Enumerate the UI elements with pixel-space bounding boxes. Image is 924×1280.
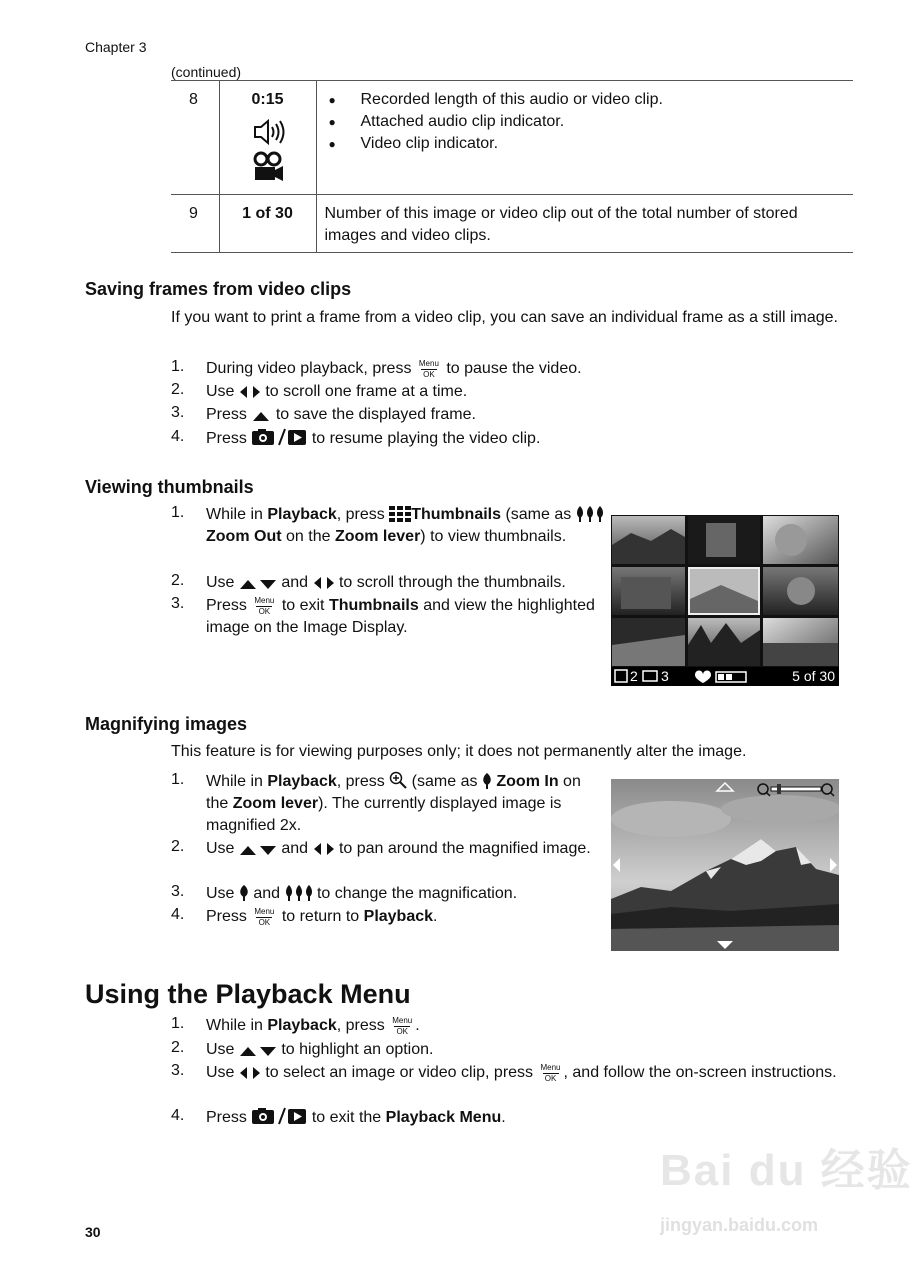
zoom-in-tree-icon [482,773,492,789]
menu-ok-icon: Menu OK [254,907,275,927]
thumbnail-screen-image [611,515,839,686]
audio-clip-icon [251,117,285,147]
zoom-out-trees-icon [285,885,313,901]
list-item: 4. Press to resume playing the video clip. [171,428,541,447]
table-row [171,81,853,195]
thumbnail-grid-photo [611,515,839,686]
zoom-in-magnifier-icon [389,771,407,789]
up-down-arrows-icon [239,844,277,856]
list-item: 3. Use to select an image or video clip, press Menu OK , and follow the on-screen instructions. [171,1062,837,1083]
image-count: 1 of 30 [219,195,316,253]
zoom-in-tree-icon [239,885,249,901]
print-count: 2 [630,668,638,684]
list-item: 1. While in Playback, press (same as Zoom In on the Zoom lever). The currently displayed image is magnified 2x. [171,771,581,834]
section-heading-thumbnails: Viewing thumbnails [85,477,254,497]
left-right-arrows-icon [313,842,335,856]
magnified-image [611,779,839,951]
up-arrow-icon [251,410,271,422]
menu-ok-icon: Menu OK [392,1016,413,1036]
section-heading-saving: Saving frames from video clips [85,279,352,299]
page-number: 30 [85,1224,101,1240]
row-number: 8 [171,81,219,195]
list-item: ● Video clip indicator. [325,133,854,155]
row-description: Number of this image or video clip out of the total number of stored images and video clips. [316,195,853,253]
magnify-intro: This feature is for viewing purposes only; it does not permanently alter the image. [171,743,747,760]
row-number: 9 [171,195,219,253]
list-item: 1. During video playback, press Menu OK to pause the video. [171,358,582,379]
menu-ok-icon: Menu OK [418,359,439,379]
video-clip-icon [251,151,285,183]
list-item: 2. Use to highlight an option. [171,1039,434,1058]
menu-ok-icon: Menu OK [254,596,275,616]
left-right-arrows-icon [313,576,335,590]
list-item: 3. Use and to change the magnification. [171,883,518,902]
list-item: 2. Use and to scroll through the thumbnails. [171,572,566,591]
up-down-arrows-icon [239,578,277,590]
page-heading-playback-menu: Using the Playback Menu [85,979,411,1009]
saving-steps [171,358,861,452]
image-position: 5 of 30 [792,668,835,684]
list-item: 4. Press Menu OK to return to Playback. [171,906,438,927]
saving-intro: If you want to print a frame from a video clip, you can save an individual frame as a still image. [171,309,838,326]
camera-playback-icon [251,1107,307,1125]
camera-playback-icon [251,428,307,446]
menu-ok-icon: Menu OK [540,1063,561,1083]
list-item: 3. Press Menu OK to exit Thumbnails and view the highlighted image on the Image Display. [171,595,595,636]
chapter-label: Chapter 3 [85,39,147,55]
mountain-photo [611,779,839,951]
list-item: 3. Press to save the displayed frame. [171,404,476,423]
list-item: ● Recorded length of this audio or video clip. [325,89,854,111]
zoom-out-trees-icon [576,506,604,522]
table-row [171,195,853,253]
indicator-table [171,80,853,253]
thumbnails-icon [389,506,411,522]
list-item: 4. Press to exit the Playback Menu. [171,1107,506,1126]
left-right-arrows-icon [239,385,261,399]
list-item: 1. While in Playback, press Menu OK . [171,1015,420,1036]
list-item: 2. Use to scroll one frame at a time. [171,381,468,400]
email-count: 3 [661,668,669,684]
baidu-watermark-logo: Bai du 经验 [660,1146,913,1195]
playback-menu-steps [171,1015,861,1129]
clip-length: 0:15 [251,91,284,108]
continued-label: (continued) [171,64,242,80]
magnify-steps [171,771,606,928]
list-item: 2. Use and to pan around the magnified image. [171,838,591,857]
section-heading-magnify: Magnifying images [85,714,248,734]
list-item: ● Attached audio clip indicator. [325,111,854,133]
baidu-watermark-url: jingyan.baidu.com [660,1215,819,1235]
list-item: 1. While in Playback, press Thumbnails (same as Zoom Out on the Zoom lever) to view thumbnails. [171,504,606,572]
thumbnail-steps [171,504,606,639]
up-down-arrows-icon [239,1045,277,1057]
left-right-arrows-icon [239,1066,261,1080]
